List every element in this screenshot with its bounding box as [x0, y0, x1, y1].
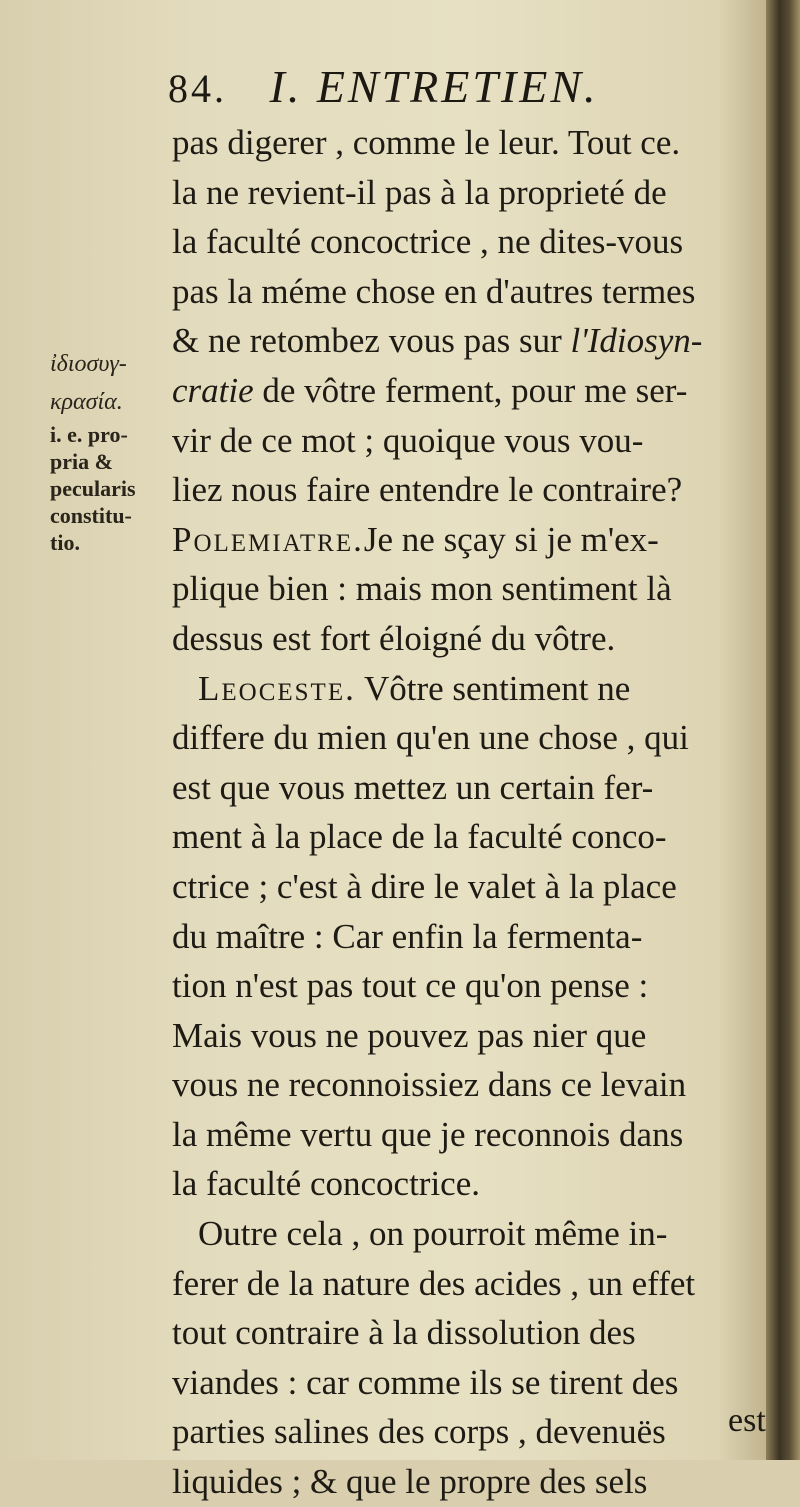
text-line: differe du mien qu'en une chose , qui [172, 718, 689, 758]
text-line: vous ne reconnoissiez dans ce levain [172, 1065, 687, 1105]
text-line: la ne revient-il pas à la proprieté de [172, 172, 667, 212]
text-line: pas digerer , comme le leur. Tout ce. [172, 123, 681, 162]
text-line: dessus est fort éloigné du vôtre. [172, 618, 616, 658]
text-line [172, 316, 772, 366]
text-line: liez nous faire entendre le contraire? [172, 470, 683, 510]
margin-note-line: i. e. pro- [50, 422, 128, 447]
text-line: du maître : Car enfin la fermenta- [172, 916, 643, 956]
text-line: tion n'est pas tout ce qu'on pense : [172, 966, 649, 1006]
text-line: Mais vous ne pouvez pas nier que [172, 1015, 647, 1055]
margin-note [50, 345, 165, 556]
text-segment: & ne retombez vous pas sur [172, 321, 571, 361]
margin-note-line: pria & [50, 449, 113, 474]
margin-note-line: pecularis [50, 476, 136, 501]
text-line [172, 366, 772, 416]
text-line: parties salines des corps , devenuës [172, 1412, 666, 1452]
italic-term: l'Idiosyn- [570, 321, 703, 361]
text-line: ment à la place de la faculté conco- [172, 817, 667, 857]
text-line: la faculté concoctrice , ne dites-vous [172, 222, 684, 262]
text-line: Outre cela , on pourroit même in- [198, 1214, 668, 1254]
page-number: 84. [168, 66, 227, 111]
text-line: la faculté concoctrice. [172, 1164, 480, 1204]
body-text [172, 118, 772, 1507]
running-header [168, 60, 599, 120]
text-segment: Vôtre sentiment ne [355, 668, 631, 708]
margin-greek-line: ἰδιοσυγ- [50, 351, 127, 377]
margin-greek-line: κρασία. [50, 389, 123, 415]
running-title: I. ENTRETIEN. [269, 61, 599, 112]
text-line: tout contraire à la dissolution des [172, 1313, 636, 1353]
text-segment: Je ne sçay si je m'ex- [363, 519, 659, 559]
text-line: plique bien : mais mon sentiment là [172, 569, 672, 609]
text-line: ferer de la nature des acides , un effet [172, 1263, 696, 1303]
speaker-name: Leoceste. [198, 668, 356, 708]
text-line: est que vous mettez un certain fer- [172, 767, 654, 807]
text-line: la même vertu que je reconnois dans [172, 1114, 684, 1154]
speaker-name: Polemiatre. [172, 519, 364, 559]
text-line: pas la méme chose en d'autres termes [172, 271, 696, 311]
text-line [172, 664, 772, 714]
text-line: viandes : car comme ils se tirent des [172, 1362, 679, 1402]
text-line: ctrice ; c'est à dire le valet à la place [172, 866, 677, 906]
margin-note-line: constitu- [50, 503, 132, 528]
text-segment: de vôtre ferment, pour me ser- [253, 370, 688, 410]
text-line [172, 515, 772, 565]
catchword: est [728, 1402, 766, 1439]
text-line: vir de ce mot ; quoique vous vou- [172, 420, 644, 460]
margin-note-line: tio. [50, 530, 80, 555]
text-line: liquides ; & que le propre des sels [172, 1462, 648, 1502]
italic-term: cratie [172, 370, 254, 410]
